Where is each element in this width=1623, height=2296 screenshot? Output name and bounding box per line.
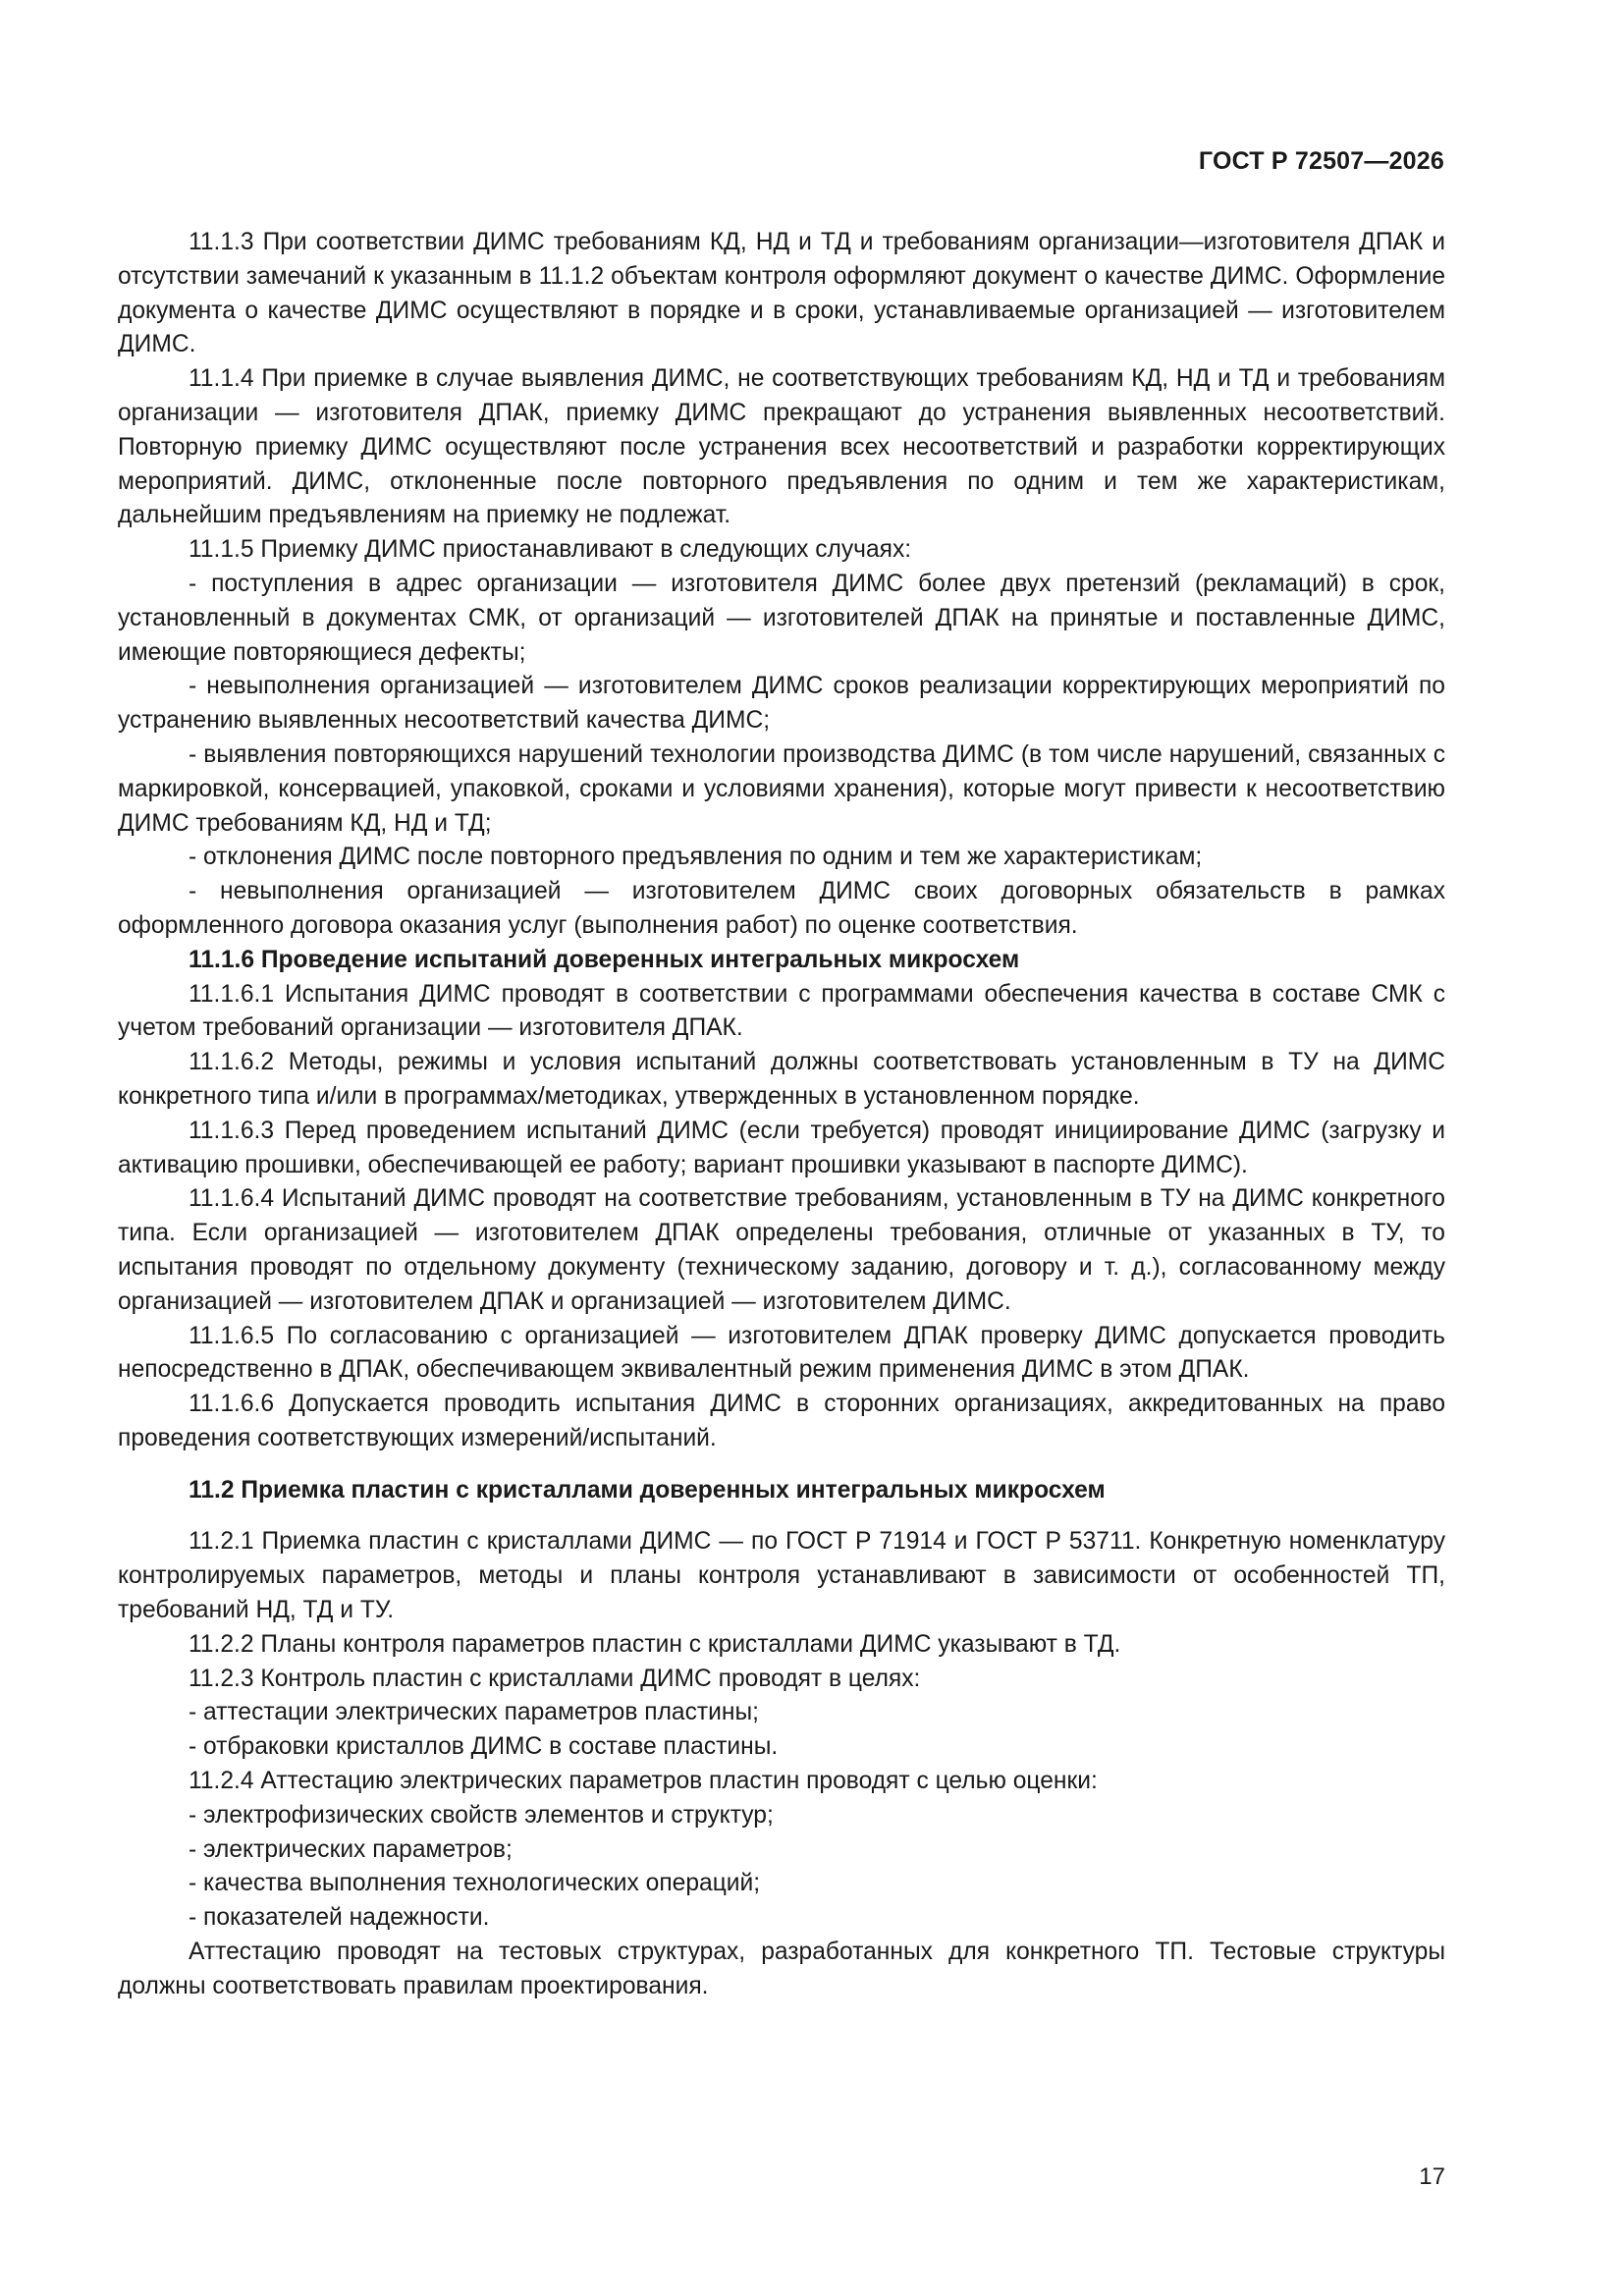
paragraph-11-1-6-3: 11.1.6.3 Перед проведением испытаний ДИМС (если требуется) проводят инициирование ДИМС (загрузку и активацию прошивки, обеспечивающей ее работу; вариант прошивки указывают в паспорте ДИМС). <box>118 1117 1445 1178</box>
paragraph-11-2-2: 11.2.2 Планы контроля параметров пластин с кристаллами ДИМС указывают в ТД. <box>189 1630 1121 1658</box>
list-item: - электрических параметров; <box>189 1835 513 1863</box>
list-item: - качества выполнения технологических операций; <box>189 1870 761 1897</box>
paragraph-11-1-5: 11.1.5 Приемку ДИМС приостанавливают в следующих случаях: <box>189 536 912 564</box>
list-item: - поступления в адрес организации — изготовителя ДИМС более двух претензий (рекламаций) в срок, установленный в документах СМК, от организаций — изготовителей ДПАК на принятые и поставленные ДИМС, имеющие повторяющиеся дефекты; <box>118 570 1445 666</box>
list-item: - показателей надежности. <box>189 1904 490 1932</box>
paragraph-11-2-1: 11.2.1 Приемка пластин с кристаллами ДИМС — по ГОСТ Р 71914 и ГОСТ Р 53711. Конкретную номенклатуру контролируемых параметров, методы и планы контроля устанавливают в зависимости от особенностей ТП, требований НД, ТД и ТУ. <box>118 1528 1445 1624</box>
list-item: - аттестации электрических параметров пластины; <box>189 1699 759 1726</box>
paragraph-11-1-4: 11.1.4 При приемке в случае выявления ДИМС, не соответствующих требованиям КД, НД и ТД и требованиям организации — изготовителя ДПАК, приемку ДИМС прекращают до устранения выявленных несоответствий. Повторную приемку ДИМС осуществляют после устранения всех несоответствий и разработки корректирующих мероприятий. ДИМС, отклоненные после повторного предъявления по одним и тем же характеристикам, дальнейшим предъявлениям на приемку не подлежат. <box>118 365 1445 529</box>
paragraph-11-1-6-5: 11.1.6.5 По согласованию с организацией — изготовителем ДПАК проверку ДИМС допускается проводить непосредственно в ДПАК, обеспечивающем эквивалентный режим применения ДИМС в этом ДПАК. <box>118 1322 1445 1384</box>
paragraph-11-1-3: 11.1.3 При соответствии ДИМС требованиям КД, НД и ТД и требованиям организации—изготовителя ДПАК и отсутствии замечаний к указанным в 11.1.2 объектам контроля оформляют документ о качестве ДИМС. Оформление документа о качестве ДИМС осуществляют в порядке и в сроки, устанавливаемые организацией — изготовителем ДИМС. <box>118 229 1445 358</box>
paragraph-11-1-6-2: 11.1.6.2 Методы, режимы и условия испытаний должны соответствовать установленным в ТУ на ДИМС конкретного типа и/или в программах/методиках, утвержденных в установленном порядке. <box>118 1049 1445 1110</box>
list-item: - отклонения ДИМС после повторного предъявления по одним и тем же характеристикам; <box>189 844 1203 871</box>
section-heading-11-2: 11.2 Приемка пластин с кристаллами доверенных интегральных микросхем <box>189 1476 1106 1503</box>
paragraph-attestation: Аттестацию проводят на тестовых структурах, разработанных для конкретного ТП. Тестовые структуры должны соответствовать правилам проектирования. <box>118 1939 1445 1999</box>
paragraph-11-2-4: 11.2.4 Аттестацию электрических параметров пластин проводят с целью оценки: <box>189 1768 1098 1795</box>
list-item: - невыполнения организацией — изготовителем ДИМС своих договорных обязательств в рамках оформленного договора оказания услуг (выполнения работ) по оценке соответствия. <box>118 878 1445 939</box>
document-body <box>118 226 1445 2004</box>
list-item: - электрофизических свойств элементов и структур; <box>189 1801 774 1829</box>
paragraph-11-1-6-6: 11.1.6.6 Допускается проводить испытания ДИМС в сторонних организациях, аккредитованных на право проведения соответствующих измерений/испытаний. <box>118 1391 1445 1451</box>
paragraph-11-1-6-4: 11.1.6.4 Испытаний ДИМС проводят на соответствие требованиям, установленным в ТУ на ДИМС конкретного типа. Если организацией — изготовителем ДПАК определены требования, отличные от указанных в ТУ, то испытания проводят по отдельному документу (техническому заданию, договору и т. д.), согласованному между организацией — изготовителем ДПАК и организацией — изготовителем ДИМС. <box>118 1185 1445 1315</box>
page-number: 17 <box>1419 2163 1445 2190</box>
paragraph-11-1-6-1: 11.1.6.1 Испытания ДИМС проводят в соответствии с программами обеспечения качества в составе СМК с учетом требований организации — изготовителя ДПАК. <box>118 980 1445 1042</box>
document-designation: ГОСТ Р 72507—2026 <box>1198 147 1444 175</box>
subsection-heading-11-1-6: 11.1.6 Проведение испытаний доверенных интегральных микросхем <box>189 946 1020 973</box>
list-item: - выявления повторяющихся нарушений технологии производства ДИМС (в том числе нарушений, связанных с маркировкой, консервацией, упаковкой, сроками и условиями хранения), которые могут привести к несоответствию ДИМС требованиям КД, НД и ТД; <box>118 740 1445 837</box>
list-item: - невыполнения организацией — изготовителем ДИМС сроков реализации корректирующих мероприятий по устранению выявленных несоответствий качества ДИМС; <box>118 673 1445 735</box>
paragraph-11-2-3: 11.2.3 Контроль пластин с кристаллами ДИМС проводят в целях: <box>189 1665 921 1692</box>
list-item: - отбраковки кристаллов ДИМС в составе пластины. <box>189 1733 779 1761</box>
